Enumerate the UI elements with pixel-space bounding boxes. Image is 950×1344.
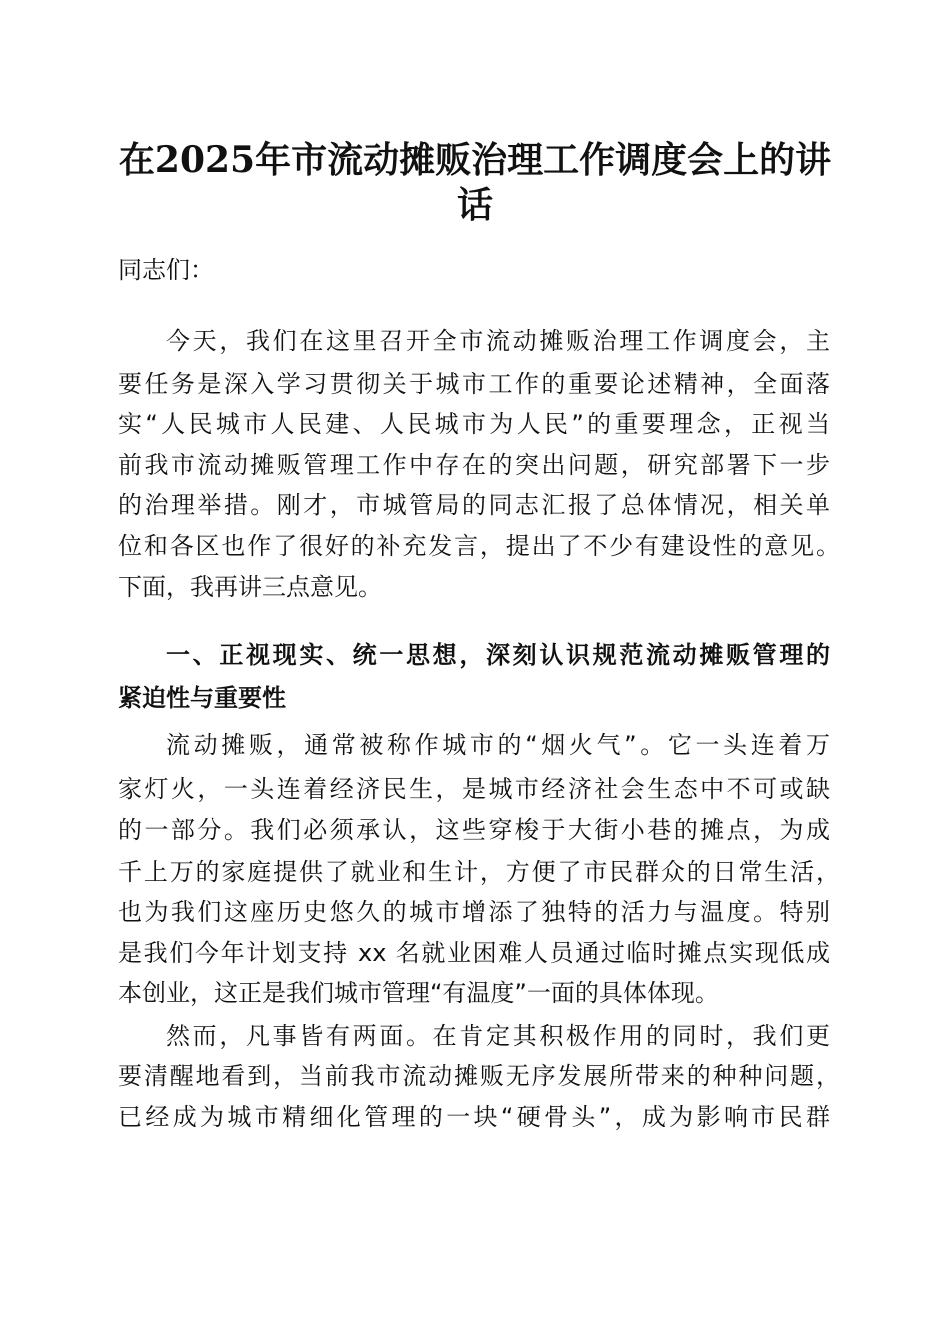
heading-line: 一、正视现实、统一思想，深刻认识规范流动摊贩管理的 xyxy=(166,641,830,669)
text-line: 今天，我们在这里召开全市流动摊贩治理工作调度会，主 xyxy=(166,327,830,355)
document-title-line-2: 话 xyxy=(456,184,493,226)
text-line: 要任务是深入学习贯彻关于城市工作的重要论述精神，全面落 xyxy=(118,370,830,398)
text-line: 位和各区也作了很好的补充发言，提出了不少有建设性的意见。 xyxy=(118,532,840,560)
text-line: 千上万的家庭提供了就业和生计，方便了市民群众的日常生活， xyxy=(118,858,840,886)
document-title-line-1: 在2025年市流动摊贩治理工作调度会上的讲 xyxy=(118,139,832,181)
heading-line: 紧迫性与重要性 xyxy=(118,684,286,712)
text-line: 然而，凡事皆有两面。在肯定其积极作用的同时，我们更 xyxy=(166,1022,830,1050)
text-line: 下面，我再讲三点意见。 xyxy=(118,573,382,601)
text-line: 前我市流动摊贩管理工作中存在的突出问题，研究部署下一步 xyxy=(118,451,830,479)
text-line: 流动摊贩，通常被称作城市的“烟火气”。它一头连着万 xyxy=(166,731,830,759)
text-line: 的一部分。我们必须承认，这些穿梭于大街小巷的摊点，为成 xyxy=(118,816,830,844)
text-line: 是我们今年计划支持 xx 名就业困难人员通过临时摊点实现低成 xyxy=(118,939,830,967)
text-line: 也为我们这座历史悠久的城市增添了独特的活力与温度。特别 xyxy=(118,898,830,926)
text-line: 要清醒地看到，当前我市流动摊贩无序发展所带来的种种问题， xyxy=(118,1062,840,1090)
text-line: 的治理举措。刚才，市城管局的同志汇报了总体情况，相关单 xyxy=(118,491,830,519)
salutation: 同志们： xyxy=(118,256,214,284)
text-line: 本创业，这正是我们城市管理“有温度”一面的具体体现。 xyxy=(118,979,719,1007)
text-line: 家灯火，一头连着经济民生，是城市经济社会生态中不可或缺 xyxy=(118,775,830,803)
text-line: 实“人民城市人民建、人民城市为人民”的重要理念，正视当 xyxy=(118,410,830,438)
text-line: 已经成为城市精细化管理的一块“硬骨头”，成为影响市民群 xyxy=(118,1103,830,1131)
